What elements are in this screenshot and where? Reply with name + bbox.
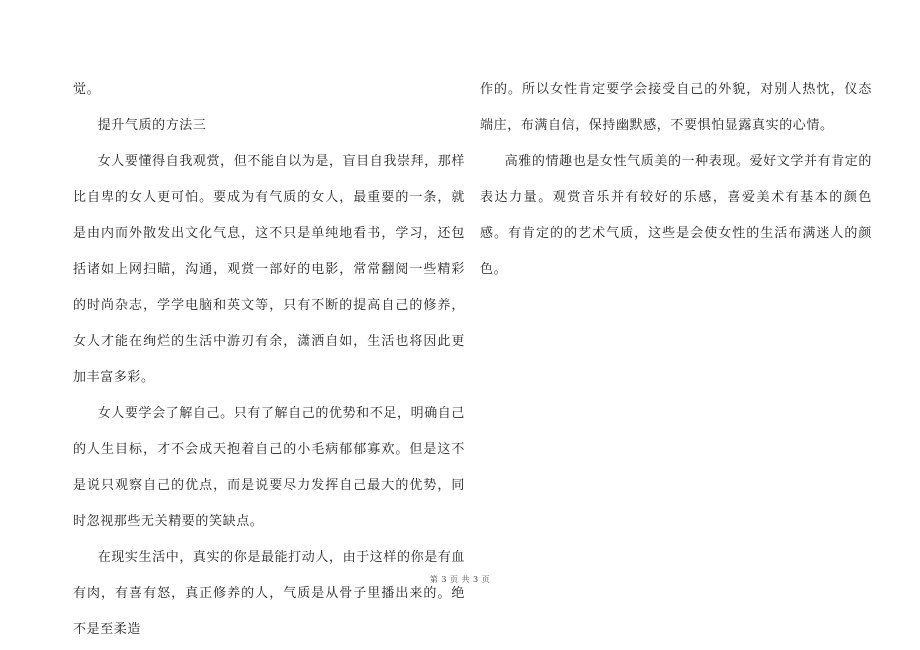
paragraph: 在现实生活中，真实的你是最能打动人，由于这样的你是有血有肉，有喜有怒，真正修养的人，气质是从骨子里播出来的。绝不是至柔造 [73,550,465,637]
left-column [73,72,465,648]
paragraph: 觉。 [73,82,101,97]
paragraph: 女人要懂得自我观赏，但不能自以为是，盲目自我崇拜，那样比自卑的女人更可怕。要成为有气质的女人，最重要的一条，就是由内而外散发出文化气息，这不只是单纯地看书，学习，还包括诸如上网扫瞄，沟通，观赏一部好的电影，常常翻阅一些精彩的时尚杂志，学学电脑和英文等，只有不断的提高自己的修养，女人才能在绚烂的生活中游刃有余，潇洒自如，生活也将因此更加丰富多彩。 [73,154,465,385]
page-footer: 第 3 页 共 3 页 [429,575,491,584]
paragraph: 高雅的情趣也是女性气质美的一种表现。爱好文学并有肯定的表达力量。观赏音乐并有较好的乐感，喜爱美术有基本的颜色感。有肯定的的艺术气质，这些是会使女性的生活布满迷人的颜色。 [480,154,872,277]
paragraph: 作的。所以女性肯定要学会接受自己的外貌，对别人热忱，仪态端庄，布满自信，保持幽默感，不要惧怕显露真实的心情。 [480,82,872,133]
paragraph: 女人要学会了解自己。只有了解自己的优势和不足，明确自己的人生目标，才不会成天抱着自己的小毛病郁郁寡欢。但是这不是说只观察自己的优点，而是说要尽力发挥自己最大的优势，同时忽视那些无关精要的笑缺点。 [73,406,465,529]
section-heading: 提升气质的方法三 [97,118,207,133]
right-column [480,72,872,288]
